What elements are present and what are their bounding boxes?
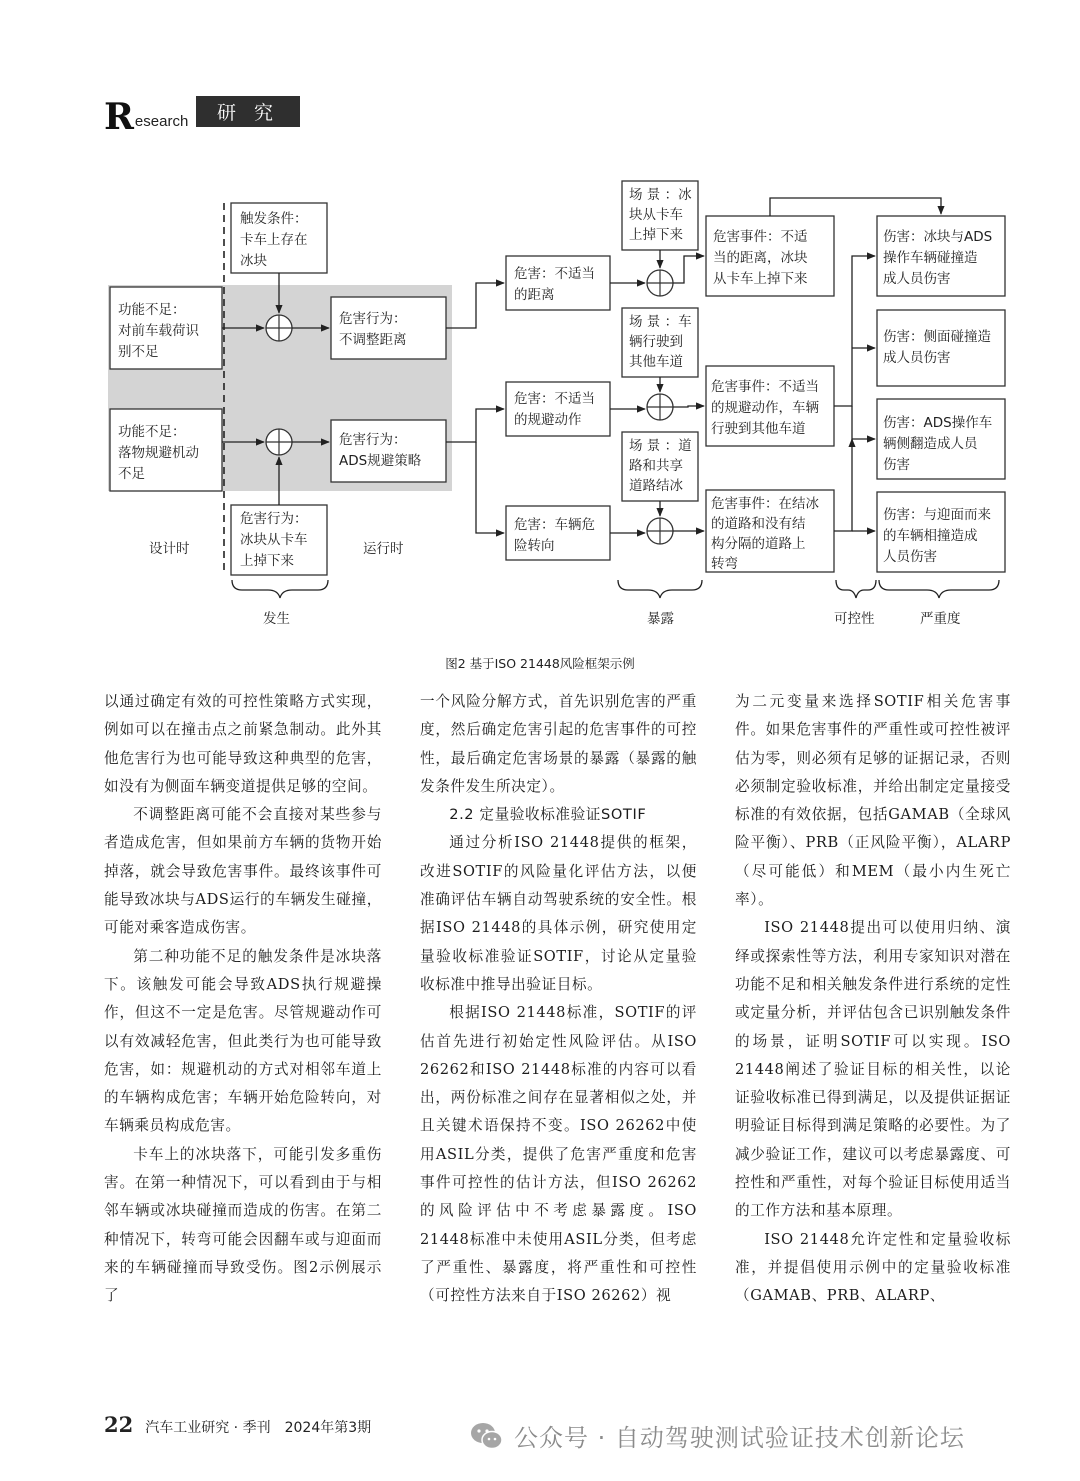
text-trigger: 触发条件：卡车上存在冰块 bbox=[240, 211, 308, 269]
box-hb1 bbox=[331, 297, 446, 359]
paragraph: 第二种功能不足的触发条件是冰块落下。该触发可能会导致ADS执行规避操作，但这不一定是危害。尽管规避动作可以有效减轻危害，但此类行为也可能导致危害，如：规避机动的方式对相邻车道上的车辆构成危害；车辆开始危险转向，对车辆乘员构成危害。 bbox=[104, 947, 382, 1135]
text-harm1: 伤害：冰块与ADS 操作车辆碰撞造成人员伤害 bbox=[883, 229, 993, 287]
text-harm4: 伤害：与迎面而来的车辆相撞造成人员伤害 bbox=[883, 507, 991, 565]
text-fi1: 功能不足：对前车载荷识别不足 bbox=[118, 302, 199, 360]
paragraph: ISO 21448提出可以使用归纳、演绎或探索性等方法，利用专家知识对潜在功能不足和相关触发条件进行系统的定性或定量分析，并评估包含已识别触发条件的场景，证明SOTIF可以实现。ISO 21448阐述了验证目标的相关性，以论证验收标准已得到满足，以及提供证据证明验证目标得到满足策略的必要性。为了减少验证工作，建议可以考虑暴露度、可控性和严重性，对每个验证目标使用适当的工作方法和基本原理。 bbox=[735, 919, 1011, 1220]
text-hb2: 危害行为： ADS规避策略 bbox=[339, 432, 422, 469]
text-harm3: 伤害：ADS操作车辆侧翻造成人员伤害 bbox=[883, 415, 993, 473]
label-occurrence: 发生 bbox=[263, 611, 290, 627]
section-heading: 2.2 定量验收标准验证SOTIF bbox=[449, 806, 647, 824]
section-tab: 研 究 bbox=[196, 96, 300, 127]
journal-name: 汽车工业研究 · 季刊 bbox=[145, 1420, 271, 1436]
paragraph: ISO 21448允许定性和定量验收标准，并提倡使用示例中的定量验收标准（GAMAB、PRB、ALARP、 bbox=[735, 1230, 1011, 1305]
text-ev2: 危害事件：不适当的规避动作，车辆行驶到其他车道 bbox=[711, 379, 819, 437]
wechat-icon bbox=[470, 1421, 504, 1451]
paragraph: 一个风险分解方式，首先识别危害的严重度，然后确定危害引起的危害事件的可控性，最后确定危害场景的暴露（暴露的触发条件发生所决定）。 bbox=[420, 693, 697, 795]
label-severity: 严重度 bbox=[920, 611, 961, 627]
label-design-time: 设计时 bbox=[149, 541, 190, 557]
brace-occurrence bbox=[232, 580, 328, 598]
paragraph: 以通过确定有效的可控性策略方式实现，例如可以在撞击点之前紧急制动。此外其他危害行为也可能导致这种典型的危害，如没有为侧面车辆变道提供足够的空间。 bbox=[104, 693, 382, 795]
paragraph: 卡车上的冰块落下，可能引发多重伤害。在第一种情况下，可以看到由于与相邻车辆或冰块碰撞而造成的伤害。在第二种情况下，转弯可能会因翻车或与迎面而来的车辆碰撞而导致受伤。图2示例展示了 bbox=[104, 1145, 382, 1305]
text-hz2: 危害：不适当的规避动作 bbox=[514, 391, 595, 428]
label-runtime: 运行时 bbox=[363, 541, 404, 557]
text-harm2: 伤害：侧面碰撞造成人员伤害 bbox=[883, 329, 991, 366]
brace-exposure bbox=[618, 580, 702, 598]
text-hz1: 危害：不适当的距离 bbox=[514, 266, 595, 303]
text-hz3: 危害：车辆危险转向 bbox=[514, 517, 595, 554]
text-ev3: 危害事件：在结冰的道路和没有结构分隔的道路上转弯 bbox=[711, 496, 819, 572]
page-footer bbox=[104, 1412, 371, 1437]
text-sc1: 场 景 ：冰块从卡车上掉下来 bbox=[629, 187, 692, 243]
paragraph: 根据ISO 21448标准，SOTIF的评估首先进行初始定性风险评估。从ISO 26262和ISO 21448标准的内容可以看出，两份标准之间存在显著相似之处，并且关键术语保持不变。ISO 26262中使用ASIL分类，提供了危害严重度和危害事件可控性的估计方法，但ISO 26262的风险评估中不考虑暴露度。ISO 21448标准中未使用ASIL分类，但考虑了严重性、暴露度，将严重性和可控性（可控性方法来自于ISO 26262）视 bbox=[420, 1004, 697, 1305]
wechat-watermark bbox=[470, 1418, 965, 1453]
logo-text: esearch bbox=[134, 113, 189, 130]
risk-framework-diagram bbox=[0, 0, 1080, 680]
page-number: 22 bbox=[104, 1412, 134, 1437]
text-sc2: 场 景 ：车辆行驶到其他车道 bbox=[629, 314, 692, 370]
box-harm2 bbox=[877, 310, 1005, 386]
label-controllability: 可控性 bbox=[834, 611, 875, 627]
paragraph: 不调整距离可能不会直接对某些参与者造成危害，但如果前方车辆的货物开始掉落，就会导致危害事件。最终该事件可能导致冰块与ADS运行的车辆发生碰撞，可能对乘客造成伤害。 bbox=[104, 806, 382, 937]
brace-severity bbox=[879, 580, 999, 598]
text-column-3 bbox=[735, 688, 1011, 1311]
logo-initial: R bbox=[104, 96, 134, 138]
text-column-1 bbox=[104, 688, 382, 1311]
paragraph: 为二元变量来选择SOTIF相关危害事件。如果危害事件的严重性或可控性被评估为零，则必须有足够的证据记录，否则必须制定验收标准，并给出制定定量接受标准的有效依据，包括GAMAB（全球风险平衡）、PRB（正风险平衡），ALARP（尽可能低）和MEM（最小内生死亡率）。 bbox=[735, 693, 1011, 909]
watermark-text: 公众号 · 自动驾驶测试验证技术创新论坛 bbox=[514, 1424, 965, 1452]
text-column-2 bbox=[420, 688, 697, 1311]
text-hb1: 危害行为：不调整距离 bbox=[339, 311, 407, 348]
brace-controllability bbox=[836, 580, 876, 598]
paragraph: 通过分析ISO 21448提供的框架，改进SOTIF的风险量化评估方法，以便准确评估车辆自动驾驶系统的安全性。根据ISO 21448的具体示例，研究使用定量验收标准验证SOTIF，讨论从定量验收标准中推导出验证目标。 bbox=[420, 834, 697, 993]
text-ev1: 危害事件：不适当的距离，冰块从卡车上掉下来 bbox=[713, 229, 808, 287]
figure-caption: 图2 基于ISO 21448风险框架示例 bbox=[445, 656, 635, 671]
box-hb2 bbox=[331, 420, 446, 482]
text-fi2: 功能不足：落物规避机动不足 bbox=[118, 424, 199, 482]
issue-label: 2024年第3期 bbox=[284, 1420, 372, 1436]
text-sc3: 场 景 ：道路和共享道路结冰 bbox=[629, 438, 692, 494]
text-hb-bottom: 危害行为：冰块从卡车上掉下来 bbox=[240, 511, 308, 569]
label-exposure: 暴露 bbox=[647, 611, 674, 627]
